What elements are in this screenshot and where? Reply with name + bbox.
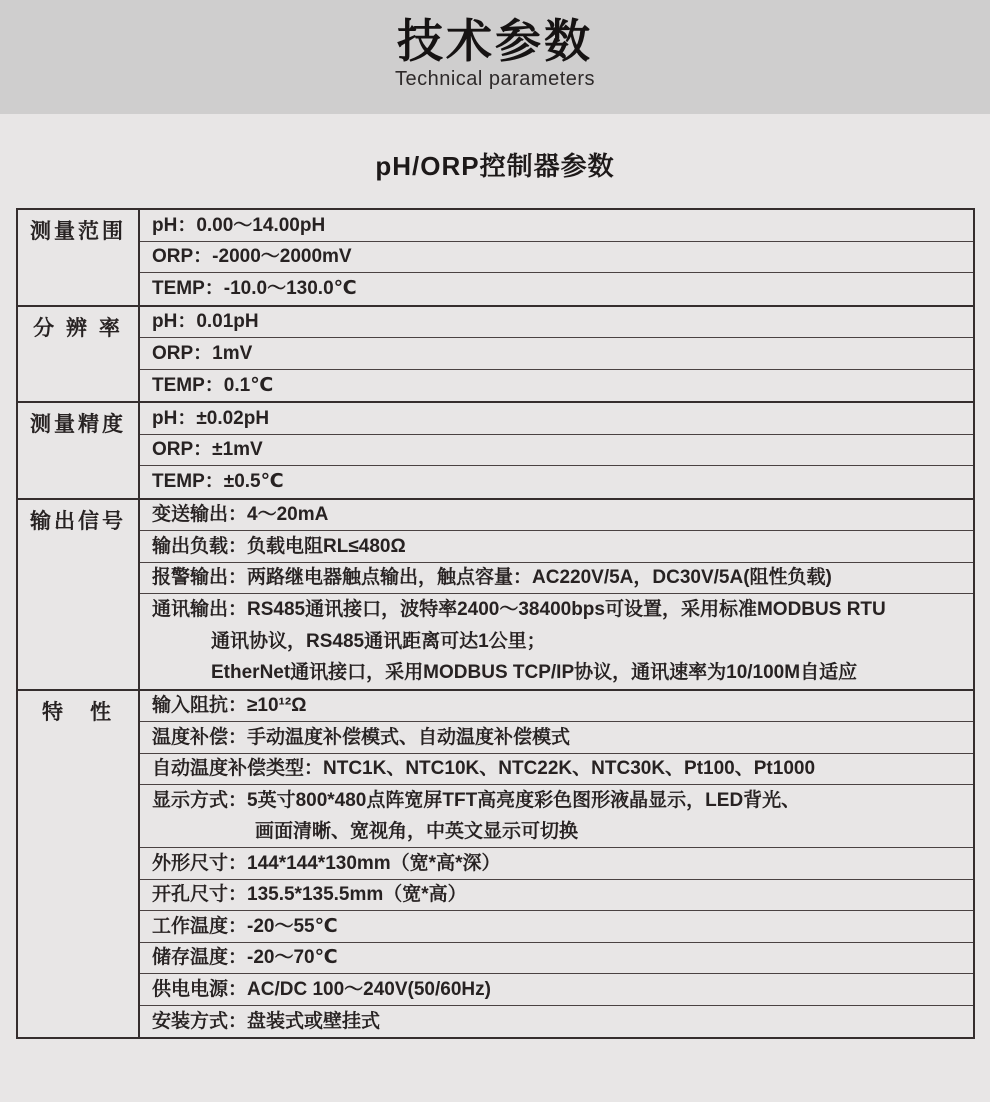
param-row: 输入阻抗：≥10¹²Ω — [140, 691, 973, 723]
param-line: 通讯输出：RS485通讯接口，波特率2400～38400bps可设置，采用标准MODBUS RTU — [152, 599, 886, 620]
param-row: 外形尺寸：144*144*130mm（宽*高*深） — [140, 848, 973, 880]
param-row: TEMP：±0.5℃ — [152, 471, 284, 492]
param-row: pH：0.00～14.00pH — [140, 210, 973, 242]
param-row: 工作温度：-20～55℃ — [140, 911, 973, 943]
param-row: ORP：±1mV — [140, 435, 973, 467]
page-subtitle: Technical parameters — [394, 68, 596, 90]
group-output-signal — [18, 500, 973, 691]
header-band — [0, 0, 990, 114]
group-measure-range — [18, 210, 973, 307]
group-rows — [140, 307, 973, 402]
group-label: 测量范围 — [18, 210, 140, 305]
param-row-multiline — [140, 785, 973, 848]
param-row: TEMP：0.1℃ — [152, 374, 274, 396]
param-row: 供电电源：AC/DC 100～240V(50/60Hz) — [140, 974, 973, 1006]
group-resolution — [18, 307, 973, 404]
group-label: 特 性 — [18, 691, 140, 1038]
param-row: pH：±0.02pH — [140, 403, 973, 435]
param-row: ORP：-2000～2000mV — [140, 242, 973, 274]
param-line: 显示方式：5英寸800*480点阵宽屏TFT高亮度彩色图形液晶显示，LED背光、 — [152, 789, 801, 811]
param-row: 温度补偿：手动温度补偿模式、自动温度补偿模式 — [140, 722, 973, 754]
param-row: 输出负载：负载电阻RL≤480Ω — [140, 531, 973, 563]
param-row: 开孔尺寸：135.5*135.5mm（宽*高） — [140, 880, 973, 912]
param-row: TEMP：-10.0～130.0℃ — [152, 278, 357, 299]
section-title: pH/ORP控制器参数 — [375, 151, 615, 181]
group-rows — [140, 691, 973, 1038]
group-label: 测量精度 — [18, 403, 140, 498]
param-row: ORP：1mV — [140, 338, 973, 370]
parameters-table — [16, 208, 975, 1039]
param-row: 自动温度补偿类型：NTC1K、NTC10K、NTC22K、NTC30K、Pt100、Pt1000 — [140, 754, 973, 786]
group-accuracy — [18, 403, 973, 500]
param-row: pH：0.01pH — [140, 307, 973, 339]
group-label: 分 辨 率 — [18, 307, 140, 402]
param-line: 画面清晰、宽视角，中英文显示可切换 — [255, 821, 579, 842]
param-row: 安装方式：盘装式或壁挂式 — [152, 1010, 381, 1032]
group-rows — [140, 210, 973, 305]
param-row: 储存温度：-20～70℃ — [140, 943, 973, 975]
param-line: EtherNet通讯接口，采用MODBUS TCP/IP协议，通讯速率为10/100M自适应 — [211, 662, 858, 683]
group-features — [18, 691, 973, 1038]
page-title: 技术参数 — [397, 15, 593, 67]
param-row: 变送输出：4～20mA — [140, 500, 973, 532]
param-line: 通讯协议，RS485通讯距离可达1公里； — [211, 630, 546, 652]
param-row-multiline — [140, 594, 973, 689]
group-label: 输出信号 — [18, 500, 140, 689]
group-rows — [140, 403, 973, 498]
group-rows — [140, 500, 973, 689]
param-row: 报警输出：两路继电器触点输出，触点容量：AC220V/5A，DC30V/5A(阻性负载) — [140, 563, 973, 595]
